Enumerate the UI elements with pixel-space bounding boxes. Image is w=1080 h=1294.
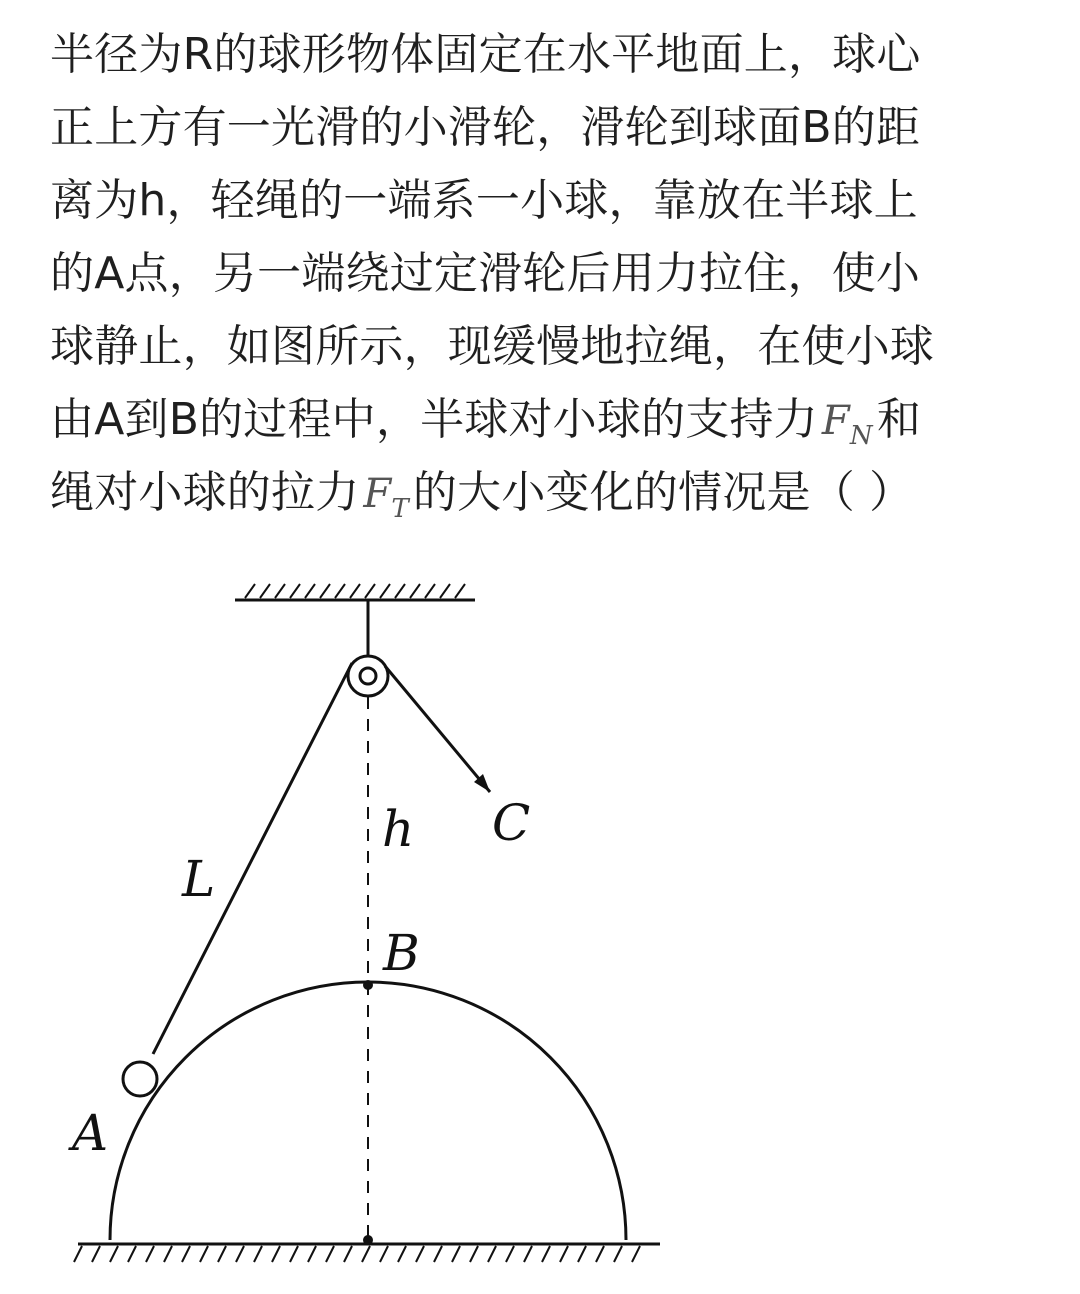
pulley-axle bbox=[360, 668, 376, 684]
tension-base: F bbox=[363, 471, 392, 517]
physics-diagram bbox=[60, 560, 680, 1280]
problem-line-6-text: 由A到B的过程中，半球对小球的支持力 bbox=[50, 394, 818, 445]
tension-sub: T bbox=[391, 494, 409, 524]
ceiling bbox=[235, 584, 475, 600]
rope-segment-c bbox=[385, 666, 490, 792]
problem-line-7 bbox=[50, 456, 1040, 529]
point-b bbox=[363, 980, 373, 990]
ground-hatch bbox=[74, 1246, 640, 1262]
normal-force-sub: N bbox=[849, 421, 873, 451]
label-c: C bbox=[492, 794, 531, 852]
label-h: h bbox=[382, 800, 415, 858]
tension-symbol bbox=[363, 471, 409, 524]
problem-line-4: 的A点，另一端绕过定滑轮后用力拉住，使小 bbox=[50, 248, 921, 299]
ground bbox=[74, 1244, 660, 1262]
problem-text bbox=[50, 18, 1040, 529]
normal-force-symbol bbox=[821, 398, 873, 451]
normal-force-base: F bbox=[821, 398, 850, 444]
label-l: L bbox=[182, 850, 216, 908]
label-b: B bbox=[383, 924, 420, 982]
problem-line-5: 球静止，如图所示，现缓慢地拉绳，在使小球 bbox=[50, 321, 934, 372]
problem-line-2: 正上方有一光滑的小滑轮，滑轮到球面B的距 bbox=[50, 102, 921, 153]
pulley bbox=[348, 656, 388, 696]
diagram-svg bbox=[60, 560, 680, 1280]
ceiling-hatch bbox=[245, 584, 465, 598]
hemisphere-outline bbox=[110, 982, 626, 1240]
problem-line-7-suffix: 的大小变化的情况是（ ） bbox=[412, 467, 914, 518]
problem-line-3: 离为h，轻绳的一端系一小球，靠放在半球上 bbox=[50, 175, 918, 226]
small-ball bbox=[123, 1062, 157, 1096]
problem-line-6-suffix: 和 bbox=[876, 394, 922, 445]
label-a: A bbox=[72, 1104, 109, 1162]
problem-line-6 bbox=[50, 383, 1040, 456]
problem-line-1: 半径为R的球形物体固定在水平地面上，球心 bbox=[50, 29, 921, 80]
problem-line-7-text: 绳对小球的拉力 bbox=[50, 467, 360, 518]
